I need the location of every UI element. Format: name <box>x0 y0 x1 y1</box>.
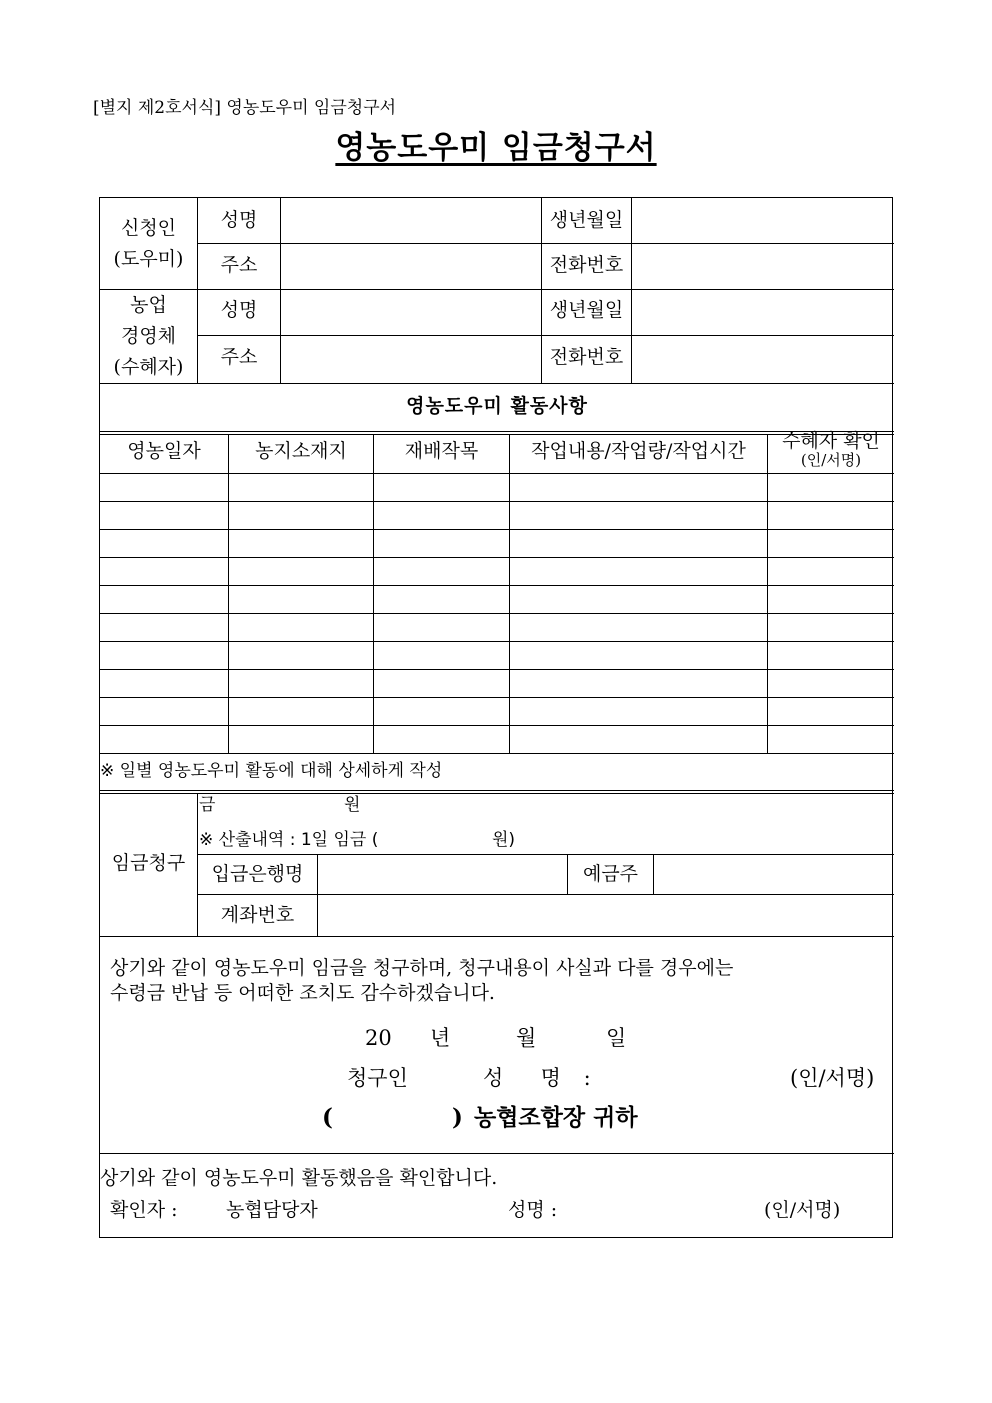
farm-address-field[interactable] <box>281 336 541 383</box>
wage-amount-label: 금 <box>199 795 216 815</box>
holder-field[interactable] <box>654 855 894 894</box>
date-month: 월 <box>516 1026 537 1050</box>
wage-amount-unit: 원 <box>344 795 361 815</box>
applicant-birth-field[interactable] <box>632 198 894 243</box>
farm-address-label: 주소 <box>220 346 258 368</box>
wage-amount-field[interactable] <box>220 794 340 820</box>
confirmer-org: 농협담당자 <box>226 1199 318 1221</box>
date-day: 일 <box>606 1026 627 1050</box>
account-label: 계좌번호 <box>220 904 295 926</box>
confirmer-name-field[interactable] <box>580 1197 750 1223</box>
farm-birth-field[interactable] <box>632 290 894 335</box>
applicant-address-label: 주소 <box>220 254 258 276</box>
applicant-group-label: 신청인 (도우미) <box>113 217 184 270</box>
applicant-address-field[interactable] <box>281 244 541 289</box>
col-header-location: 농지소재지 <box>255 440 347 462</box>
month-field[interactable] <box>460 1024 510 1052</box>
account-field[interactable] <box>318 895 894 936</box>
claimant-seal: (인/서명) <box>790 1066 875 1090</box>
applicant-phone-label: 전화번호 <box>549 254 624 276</box>
day-field[interactable] <box>546 1024 600 1052</box>
cooperative-name-field[interactable] <box>338 1102 448 1132</box>
farm-phone-label: 전화번호 <box>549 346 624 368</box>
activity-section-title: 영농도우미 활동사항 <box>406 395 588 417</box>
confirmation-line1: 상기와 같이 영농도우미 활동했음을 확인합니다. <box>100 1167 498 1189</box>
farm-phone-field[interactable] <box>632 336 894 383</box>
bank-name-label: 입금은행명 <box>211 863 304 885</box>
claimant-name-field[interactable] <box>620 1064 780 1092</box>
activity-note: ※ 일별 영농도우미 활동에 대해 상세하게 작성 <box>100 761 443 781</box>
col-header-date: 영농일자 <box>127 440 201 462</box>
form-label: [별지 제2호서식] 영농도우미 임금청구서 <box>93 98 397 118</box>
divider <box>100 790 894 791</box>
claimant-label: 청구인 <box>347 1066 408 1090</box>
applicant-name-field[interactable] <box>281 198 541 243</box>
page-title: 영농도우미 임금청구서 <box>335 130 657 166</box>
activity-table-body[interactable] <box>100 474 894 753</box>
applicant-phone-field[interactable] <box>632 244 894 289</box>
wage-claim-label: 임금청구 <box>111 852 186 874</box>
addressee-text: 농협조합장 귀하 <box>474 1104 638 1131</box>
date-prefix: 20 <box>365 1026 392 1050</box>
confirmer-name-label: 성명 : <box>508 1199 558 1221</box>
year-field[interactable] <box>392 1024 426 1052</box>
farm-name-field[interactable] <box>281 290 541 335</box>
divider <box>100 753 894 754</box>
wage-calc-prefix: ※ 산출내역 : 1일 임금 ( <box>199 830 379 850</box>
col-header-work: 작업내용/작업량/작업시간 <box>531 440 746 462</box>
farm-birth-label: 생년월일 <box>549 299 624 321</box>
daily-wage-field[interactable] <box>412 829 490 853</box>
col-header-crop: 재배작목 <box>404 440 479 462</box>
col-header-confirm: 수혜자 확인 (인/서명) <box>782 430 880 469</box>
declaration-line2: 수령금 반납 등 어떠한 조치도 감수하겠습니다. <box>110 982 495 1004</box>
applicant-birth-label: 생년월일 <box>549 209 624 231</box>
bank-name-field[interactable] <box>318 855 567 894</box>
addressee-open: ( <box>322 1104 333 1131</box>
divider <box>100 1153 894 1154</box>
wage-calc-suffix: 원) <box>492 830 516 850</box>
holder-label: 예금주 <box>582 863 639 885</box>
farm-group-label: 농업 경영체 (수혜자) <box>113 294 184 378</box>
confirmer-label: 확인자 : <box>110 1199 178 1221</box>
date-year: 년 <box>430 1026 451 1050</box>
divider <box>100 936 894 937</box>
claimant-name-label: 성 명 : <box>483 1066 599 1090</box>
declaration-line1: 상기와 같이 영농도우미 임금을 청구하며, 청구내용이 사실과 다를 경우에는 <box>110 957 734 979</box>
confirmer-seal: (인/서명) <box>764 1199 841 1221</box>
farm-name-label: 성명 <box>220 299 258 321</box>
claim-form <box>99 197 893 1238</box>
applicant-name-label: 성명 <box>220 209 258 231</box>
addressee-close: ) <box>452 1104 463 1131</box>
divider <box>100 383 894 384</box>
